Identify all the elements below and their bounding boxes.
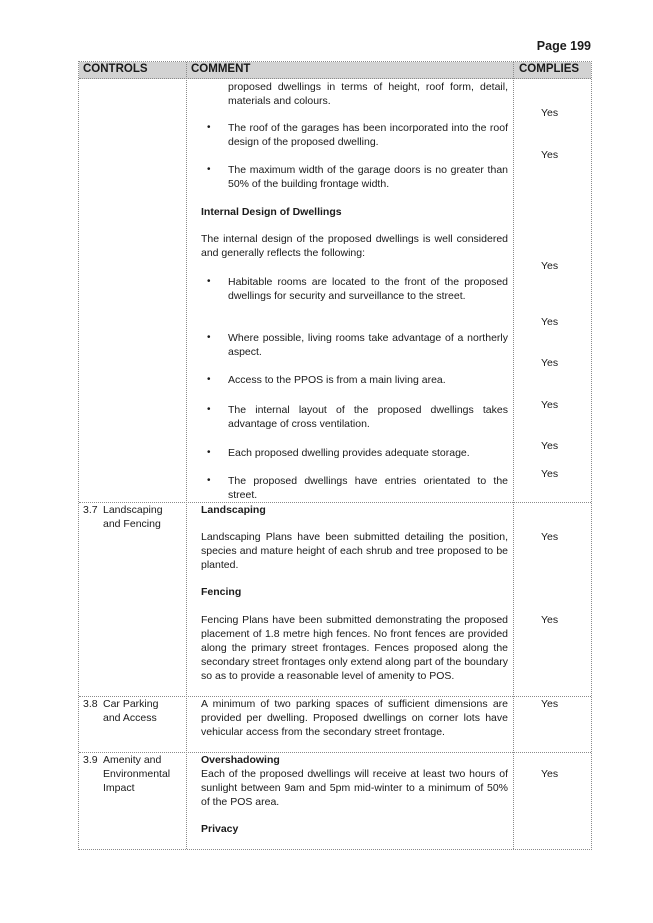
complies-value: Yes [541,440,559,452]
control-number: 3.7 [83,504,98,516]
bullet-dot: • [207,164,211,175]
bullet-dot: • [207,122,211,133]
control-name: Car Parking [103,698,159,710]
complies-value: Yes [541,768,559,780]
bullet-dot: • [207,447,211,458]
complies-value: Yes [541,468,559,480]
landscaping-paragraph: Landscaping Plans have been submitted detailing the position, species and mature height of each shrub and tree proposed to be planted. [201,531,508,571]
control-name: Amenity and [103,754,162,766]
bullet-entries: The proposed dwellings have entries orientated to the street. [228,475,508,501]
table-header [79,62,591,79]
header-controls: CONTROLS [83,63,148,75]
complies-value: Yes [541,399,559,411]
control-number: 3.9 [83,754,98,766]
control-number: 3.8 [83,698,98,710]
car-parking-paragraph: A minimum of two parking spaces of sufficient dimensions are provided per dwelling. Proposed dwellings on corner lots have vehicular access from the secondary street frontage. [201,698,508,738]
bullet-dot: • [207,404,211,415]
intro-text: proposed dwellings in terms of height, roof form, detail, materials and colours. [228,81,508,107]
bullet-ppos-access: Access to the PPOS is from a main living area. [228,374,446,386]
control-name: and Access [103,712,157,724]
complies-value: Yes [541,260,559,272]
bullet-storage: Each proposed dwelling provides adequate storage. [228,447,470,459]
controls-table [78,61,592,850]
bullet-garage-doors: The maximum width of the garage doors is no greater than 50% of the building frontage width. [228,164,508,190]
complies-value: Yes [541,698,559,710]
complies-value: Yes [541,357,559,369]
complies-value: Yes [541,149,559,161]
header-complies: COMPLIES [519,63,580,75]
bullet-cross-ventilation: The internal layout of the proposed dwellings takes advantage of cross ventilation. [228,404,508,430]
control-name: Landscaping [103,504,163,516]
fencing-paragraph: Fencing Plans have been submitted demonstrating the proposed placement of 1.8 metre high fences. No front fences are provided along the primary street frontages. Fences proposed along the secondary street frontages only extend along part of the boundary so as to provide a reasonable level of amenity to POS. [201,614,508,682]
heading-privacy: Privacy [201,823,239,835]
internal-design-paragraph: The internal design of the proposed dwellings is well considered and generally reflects the following: [201,233,508,259]
heading-overshadowing: Overshadowing [201,754,280,766]
bullet-habitable-rooms: Habitable rooms are located to the front of the proposed dwellings for security and surveillance to the street. [228,276,508,302]
complies-value: Yes [541,107,559,119]
heading-landscaping: Landscaping [201,504,266,516]
bullet-dot: • [207,276,211,287]
bullet-dot: • [207,374,211,385]
complies-value: Yes [541,531,559,543]
overshadowing-paragraph: Each of the proposed dwellings will receive at least two hours of sunlight between 9am and 5pm mid-winter to a minimum of 50% of the POS area. [201,768,508,808]
column-divider [186,62,187,849]
complies-value: Yes [541,614,559,626]
control-name: Environmental [103,768,171,780]
heading-fencing: Fencing [201,586,242,598]
bullet-living-rooms: Where possible, living rooms take advantage of a northerly aspect. [228,332,508,358]
column-divider [513,62,514,849]
heading-internal-design: Internal Design of Dwellings [201,206,342,218]
header-comment: COMMENT [191,63,251,75]
bullet-dot: • [207,475,211,486]
bullet-dot: • [207,332,211,343]
bullet-garage-roof: The roof of the garages has been incorporated into the roof design of the proposed dwelling. [228,122,508,148]
control-name: and Fencing [103,518,161,530]
page-number: Page 199 [536,39,591,53]
complies-value: Yes [541,316,559,328]
control-name: Impact [103,782,135,794]
